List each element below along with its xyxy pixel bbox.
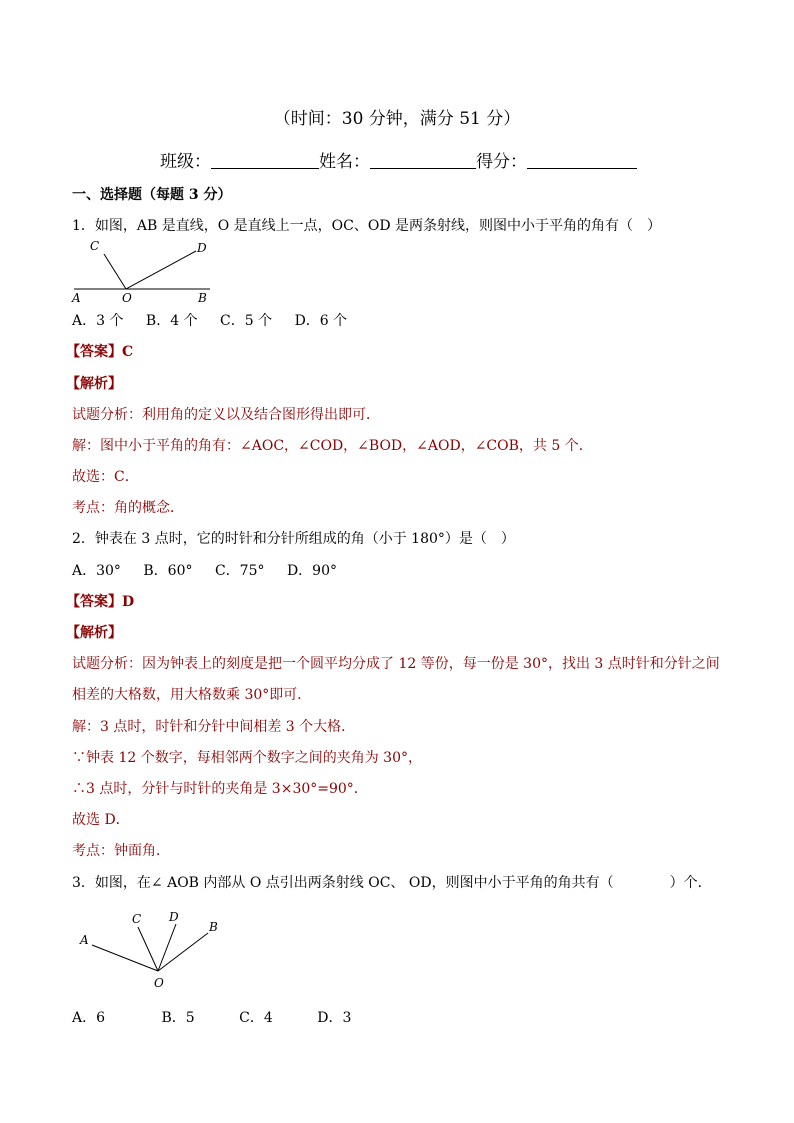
q2-options [72, 560, 337, 580]
label-c: C [132, 912, 142, 926]
label-c: C [90, 239, 100, 253]
label-o: O [154, 976, 164, 990]
label-a: A [72, 291, 81, 305]
q2-analysis-line: ∵钟表 12 个数字，每相邻两个数字之间的夹角为 30°， [72, 750, 422, 766]
label-d: D [169, 910, 179, 924]
section-title: 一、选择题（每题 3 分） [72, 187, 232, 203]
label-d: D [197, 241, 207, 255]
q2-topic: 考点：钟面角． [72, 843, 170, 859]
q1-option-a[interactable]: A．3 个 [72, 313, 124, 329]
q1-analysis-line: 试题分析：利用角的定义以及结合图形得出即可． [72, 407, 380, 423]
q3-option-c[interactable]: C．4 [239, 1010, 273, 1026]
label-o: O [122, 291, 132, 305]
student-info-row [160, 147, 637, 172]
q2-analysis-line: 试题分析：因为钟表上的刻度是把一个圆平均分成了 12 等份，每一份是 30°，找出 3 点时针和分针之间 [72, 656, 720, 672]
q3-figure [76, 905, 226, 993]
q1-option-c[interactable]: C．5 个 [220, 313, 273, 329]
class-label: 班级： [160, 152, 211, 172]
q2-answer: 【答案】D [66, 594, 135, 610]
q1-analysis-title: 【解析】 [66, 376, 122, 392]
q2-choice: 故选 D． [72, 812, 130, 828]
time-info: （时间：30 分钟，满分 51 分） [273, 109, 521, 129]
label-b: B [209, 920, 218, 934]
q2-analysis-line: 解：3 点时，时针和分针中间相差 3 个大格． [72, 719, 356, 735]
class-field[interactable] [211, 152, 319, 169]
q2-analysis-line: ∴3 点时，分针与时针的夹角是 3×30°=90°． [72, 781, 368, 797]
q1-option-d[interactable]: D．6 个 [294, 313, 348, 329]
q2-analysis-title: 【解析】 [66, 625, 122, 641]
q2-option-a[interactable]: A．30° [72, 563, 121, 579]
q3-options [72, 1007, 351, 1027]
q1-analysis-line: 故选：C． [72, 469, 139, 485]
ray-oc [104, 254, 126, 289]
q1-option-b[interactable]: B．4 个 [145, 313, 198, 329]
q1-options [72, 310, 347, 330]
q1-stem: 1．如图，AB 是直线，O 是直线上一点，OC、OD 是两条射线，则图中小于平角的角有（ ） [72, 218, 662, 234]
q1-analysis-line: 考点：角的概念． [72, 500, 184, 516]
score-field[interactable] [527, 152, 637, 169]
q3-option-b[interactable]: B．5 [161, 1010, 195, 1026]
q2-stem: 2．钟表在 3 点时，它的时针和分针所组成的角（小于 180°）是（ ） [72, 531, 515, 547]
q1-analysis-line: 解：图中小于平角的角有：∠AOC，∠COD，∠BOD，∠AOD，∠COB，共 5 个． [72, 438, 593, 454]
q2-analysis-line: 相差的大格数，用大格数乘 30°即可． [72, 687, 312, 703]
ray-od [126, 251, 196, 289]
label-b: B [198, 291, 207, 305]
q1-figure [68, 234, 218, 306]
score-label: 得分： [476, 152, 527, 172]
q3-option-d[interactable]: D．3 [317, 1010, 352, 1026]
q3-stem: 3．如图，在∠ AOB 内部从 O 点引出两条射线 OC、 OD，则图中小于平角的角共有（ ）个． [72, 875, 712, 891]
name-field[interactable] [370, 152, 476, 169]
q2-option-d[interactable]: D．90° [286, 563, 337, 579]
q2-option-c[interactable]: C．75° [214, 563, 265, 579]
name-label: 姓名： [319, 152, 370, 172]
label-a: A [80, 933, 89, 947]
q2-option-b[interactable]: B．60° [143, 563, 193, 579]
q3-option-a[interactable]: A．6 [72, 1010, 106, 1026]
q1-answer: 【答案】C [66, 344, 134, 360]
